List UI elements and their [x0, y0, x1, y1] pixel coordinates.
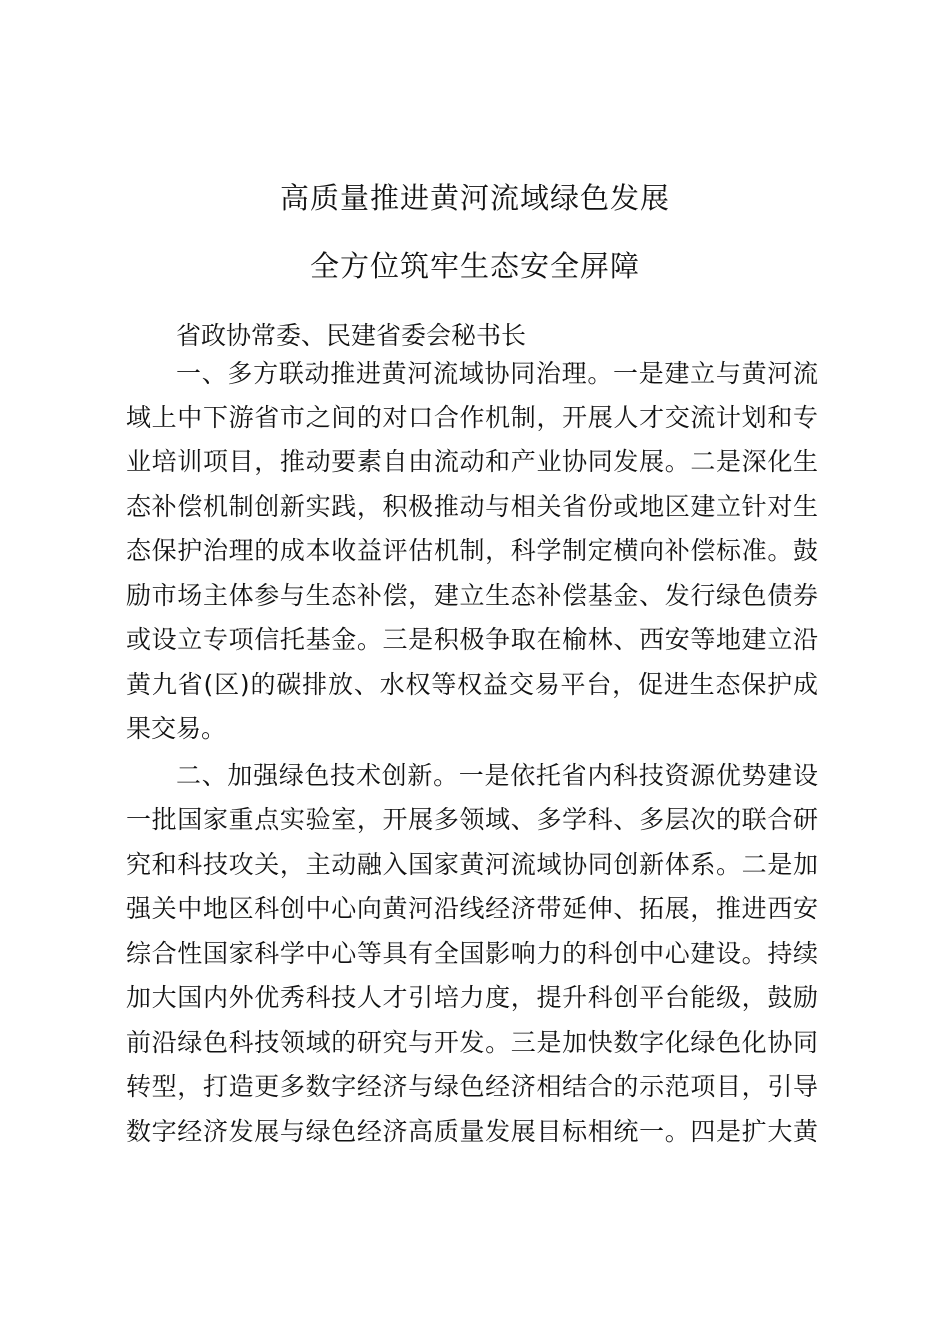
paragraph-2-line: 二、加强绿色技术创新。一是依托省内科技资源优势建设	[176, 761, 818, 790]
paragraph-1-line: 励市场主体参与生态补偿，建立生态补偿基金、发行绿色债券	[126, 581, 818, 610]
document-title-line-1: 高质量推进黄河流域绿色发展	[279, 181, 670, 215]
paragraph-1-line: 一、多方联动推进黄河流域协同治理。一是建立与黄河流	[176, 359, 818, 388]
paragraph-1-line: 态保护治理的成本收益评估机制，科学制定横向补偿标准。鼓	[126, 536, 818, 565]
paragraph-1-line: 果交易。	[126, 714, 227, 743]
paragraph-2-line: 加大国内外优秀科技人才引培力度，提升科创平台能级，鼓励	[126, 983, 818, 1012]
paragraph-1-line: 态补偿机制创新实践，积极推动与相关省份或地区建立针对生	[126, 492, 818, 521]
paragraph-2-line: 数字经济发展与绿色经济高质量发展目标相统一。四是扩大黄	[126, 1117, 818, 1146]
paragraph-1-line: 黄九省(区)的碳排放、水权等权益交易平台，促进生态保护成	[126, 670, 818, 699]
paragraph-1-line: 业培训项目，推动要素自由流动和产业协同发展。二是深化生	[126, 447, 818, 476]
paragraph-2-line: 究和科技攻关，主动融入国家黄河流域协同创新体系。二是加	[126, 850, 818, 879]
paragraph-1-line: 或设立专项信托基金。三是积极争取在榆林、西安等地建立沿	[126, 625, 818, 654]
paragraph-2-line: 强关中地区科创中心向黄河沿线经济带延伸、拓展，推进西安	[126, 894, 818, 923]
paragraph-2-line: 转型，打造更多数字经济与绿色经济相结合的示范项目，引导	[126, 1072, 818, 1101]
paragraph-2-line: 一批国家重点实验室，开展多领域、多学科、多层次的联合研	[126, 805, 818, 834]
document-title-line-2: 全方位筑牢生态安全屏障	[309, 249, 640, 283]
paragraph-2-line: 综合性国家科学中心等具有全国影响力的科创中心建设。持续	[126, 939, 818, 968]
paragraph-2-line: 前沿绿色科技领域的研究与开发。三是加快数字化绿色化协同	[126, 1028, 818, 1057]
paragraph-1-line: 域上中下游省市之间的对口合作机制，开展人才交流计划和专	[126, 403, 818, 432]
author-line: 省政协常委、民建省委会秘书长	[176, 321, 527, 350]
